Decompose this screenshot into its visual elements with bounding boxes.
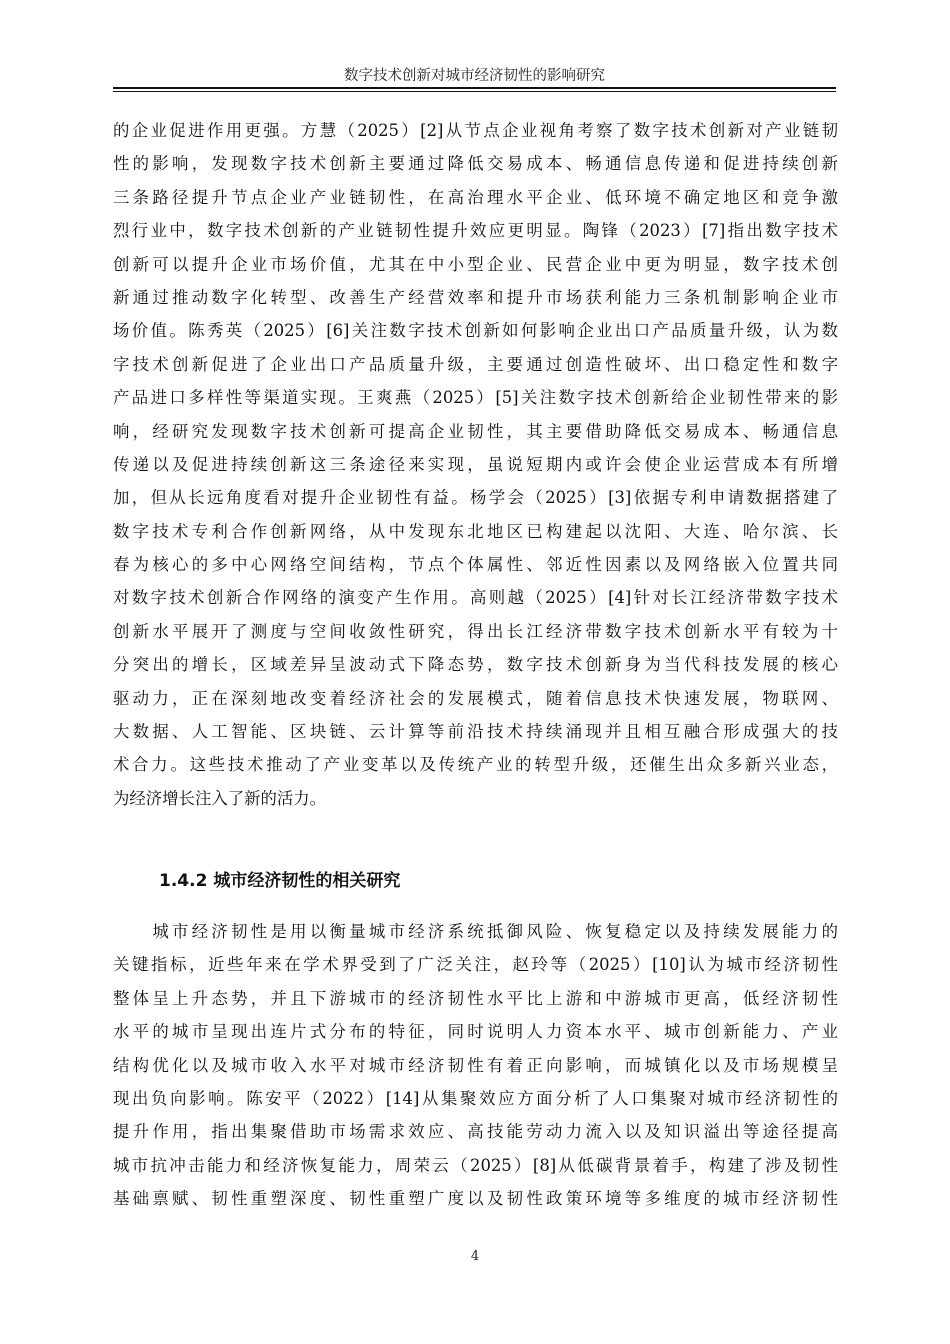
text-line: 城市抗冲击能力和经济恢复能力，周荣云（2025）[8]从低碳背景着手，构建了涉及韧性 xyxy=(113,1155,838,1175)
text-line: 对数字技术创新合作网络的演变产生作用。高则越（2025）[4]针对长江经济带数字技术 xyxy=(113,588,838,608)
text-line: 产品进口多样性等渠道实现。王爽燕（2025）[5]关注数字技术创新给企业韧性带来的影 xyxy=(113,388,838,408)
text-line: 分突出的增长，区域差异呈波动式下降态势，数字技术创新身为当代科技发展的核心 xyxy=(113,655,838,675)
text-line: 现出负向影响。陈安平（2022）[14]从集聚效应方面分析了人口集聚对城市经济韧性的 xyxy=(113,1088,838,1108)
text-line: 春为核心的多中心网络空间结构，节点个体属性、邻近性因素以及网络嵌入位置共同 xyxy=(113,555,838,575)
text-line: 性的影响，发现数字技术创新主要通过降低交易成本、畅通信息传递和促进持续创新 xyxy=(113,154,838,174)
text-line: 烈行业中，数字技术创新的产业链韧性提升效应更明显。陶锋（2023）[7]指出数字技术 xyxy=(113,221,838,241)
text-line: 字技术创新促进了企业出口产品质量升级，主要通过创造性破坏、出口稳定性和数字 xyxy=(113,354,838,374)
text-line: 城市经济韧性是用以衡量城市经济系统抵御风险、恢复稳定以及持续发展能力的 xyxy=(113,922,838,941)
page-number: 4 xyxy=(470,1249,480,1264)
running-header: 数字技术创新对城市经济韧性的影响研究 xyxy=(344,68,605,84)
text-line: 术合力。这些技术推动了产业变革以及传统产业的转型升级，还催生出众多新兴业态， xyxy=(113,755,838,775)
text-line: 场价值。陈秀英（2025）[6]关注数字技术创新如何影响企业出口产品质量升级，认为数 xyxy=(113,321,838,341)
header-rule-thin xyxy=(113,91,836,92)
text-line: 驱动力，正在深刻地改变着经济社会的发展模式，随着信息技术快速发展，物联网、 xyxy=(113,688,838,708)
text-line: 大数据、人工智能、区块链、云计算等前沿技术持续涌现并且相互融合形成强大的技 xyxy=(113,722,838,742)
text-line: 创新可以提升企业市场价值，尤其在中小型企业、民营企业中更为明显，数字技术创 xyxy=(113,254,838,274)
text-line: 的企业促进作用更强。方慧（2025）[2]从节点企业视角考察了数字技术创新对产业链韧 xyxy=(113,121,838,140)
text-line: 整体呈上升态势，并且下游城市的经济韧性水平比上游和中游城市更高，低经济韧性 xyxy=(113,988,838,1008)
text-line: 三条路径提升节点企业产业链韧性，在高治理水平企业、低环境不确定地区和竞争激 xyxy=(113,187,838,207)
text-line: 为经济增长注入了新的活力。 xyxy=(113,788,327,808)
text-line: 加，但从长远角度看对提升企业韧性有益。杨学会（2025）[3]依据专利申请数据搭建了 xyxy=(113,488,838,508)
text-line: 提升作用，指出集聚借助市场需求效应、高技能劳动力流入以及知识溢出等途径提高 xyxy=(113,1122,838,1142)
text-line: 创新水平展开了测度与空间收敛性研究，得出长江经济带数字技术创新水平有较为十 xyxy=(113,621,838,641)
text-line: 数字技术专利合作创新网络，从中发现东北地区已构建起以沈阳、大连、哈尔滨、长 xyxy=(113,521,838,541)
text-line: 传递以及促进持续创新这三条途径来实现，虽说短期内或许会使企业运营成本有所增 xyxy=(113,454,838,474)
text-line: 新通过推动数字化转型、改善生产经营效率和提升市场获利能力三条机制影响企业市 xyxy=(113,287,838,307)
section-heading: 1.4.2 城市经济韧性的相关研究 xyxy=(159,871,401,891)
text-line: 响，经研究发现数字技术创新可提高企业韧性，其主要借助降低交易成本、畅通信息 xyxy=(113,421,838,441)
paragraph-urban-resilience xyxy=(113,915,838,1216)
text-line: 基础禀赋、韧性重塑深度、韧性重塑广度以及韧性政策环境等多维度的城市经济韧性 xyxy=(113,1189,838,1209)
text-line: 关键指标，近些年来在学术界受到了广泛关注，赵玲等（2025）[10]认为城市经济韧性 xyxy=(113,955,838,975)
text-line: 结构优化以及城市收入水平对城市经济韧性有着正向影响，而城镇化以及市场规模呈 xyxy=(113,1055,838,1075)
paragraph-digital-tech-innovation xyxy=(113,114,838,815)
header-rule-thick xyxy=(113,87,836,89)
text-line: 水平的城市呈现出连片式分布的特征，同时说明人力资本水平、城市创新能力、产业 xyxy=(113,1022,838,1042)
